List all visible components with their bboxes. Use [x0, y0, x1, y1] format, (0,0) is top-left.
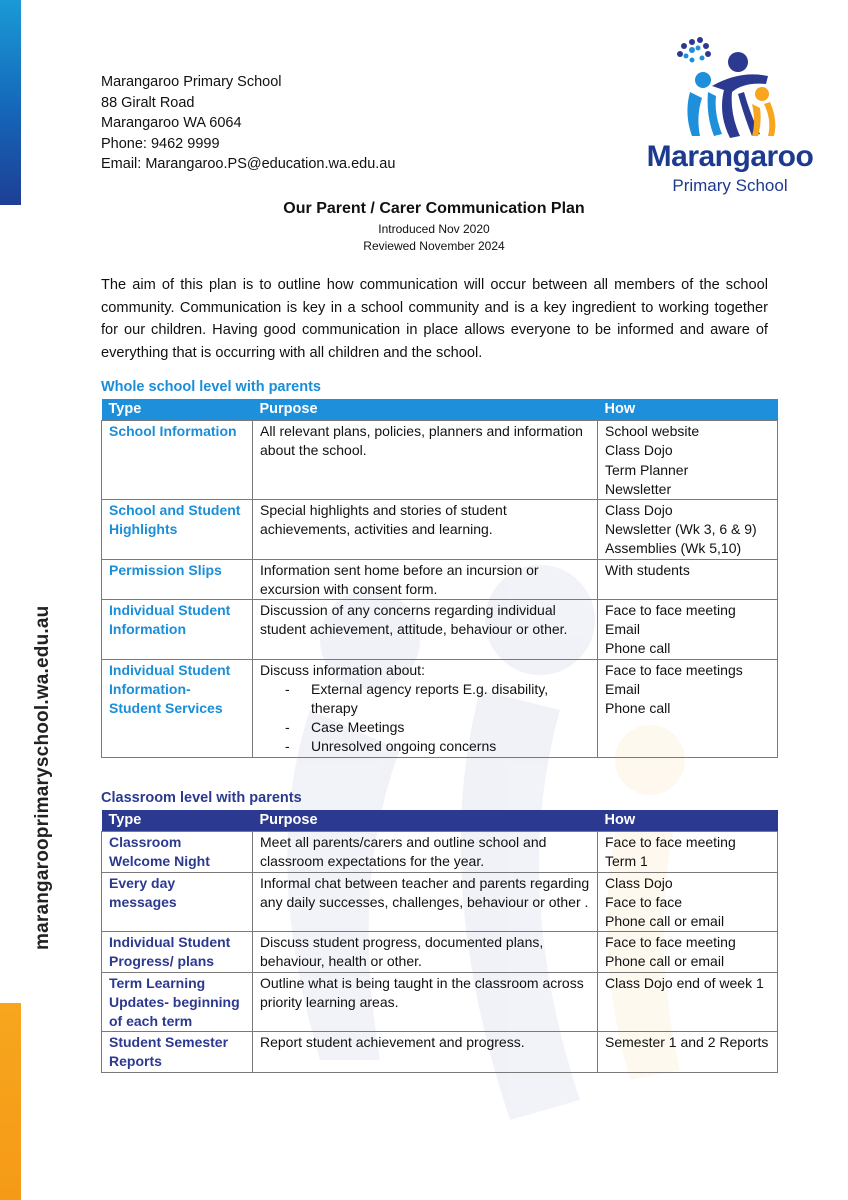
row-purpose-text: All relevant plans, policies, planners and information about the school. — [260, 423, 583, 459]
table-row — [102, 832, 778, 872]
header-how: How — [598, 399, 778, 421]
row-how — [598, 421, 778, 500]
header-type: Type — [102, 399, 253, 421]
how-item: Class Dojo end of week 1 — [605, 974, 764, 991]
logo-figures-icon — [640, 36, 820, 140]
how-item: Semester 1 and 2 Reports — [605, 1034, 769, 1051]
reviewed-date: Reviewed November 2024 — [363, 239, 505, 253]
row-how — [598, 872, 778, 932]
how-item: Face to face meetings — [605, 661, 743, 678]
row-purpose-text: Informal chat between teacher and parents regarding any daily successes, challenges, behaviour or other . — [260, 874, 590, 910]
row-purpose — [253, 872, 598, 932]
how-item: Email — [605, 621, 641, 638]
how-item: Phone call — [605, 640, 671, 657]
how-item: Face to face meeting — [605, 602, 736, 619]
school-email: Email: Marangaroo.PS@education.wa.edu.au — [101, 156, 396, 172]
row-how — [598, 559, 778, 599]
row-how — [598, 1032, 778, 1072]
table-row — [102, 559, 778, 599]
table-header-row — [102, 810, 778, 832]
how-item: Class Dojo — [605, 874, 673, 891]
document-title: Our Parent / Carer Communication Plan — [283, 200, 585, 217]
table-row — [102, 600, 778, 660]
school-address-block — [101, 72, 395, 175]
school-name: Marangaroo Primary School — [101, 74, 282, 90]
how-item: Email — [605, 680, 641, 697]
row-type: Individual Student Progress/ plans — [102, 932, 253, 972]
table-row — [102, 659, 778, 757]
how-item: Term Planner — [605, 461, 689, 478]
how-item: Class Dojo — [605, 442, 673, 459]
row-how — [598, 659, 778, 757]
school-phone: Phone: 9462 9999 — [101, 135, 220, 152]
row-purpose-text: Report student achievement and progress. — [260, 1034, 525, 1051]
row-purpose — [253, 559, 598, 599]
how-item: Assemblies (Wk 5,10) — [605, 540, 742, 557]
school-street: 88 Giralt Road — [101, 94, 195, 111]
row-purpose-text: Outline what is being taught in the classroom across priority learning areas. — [260, 974, 584, 1010]
row-purpose — [253, 421, 598, 500]
side-accent-bar-orange — [0, 1003, 21, 1200]
row-purpose-text: Special highlights and stories of student achievements, activities and learning. — [260, 502, 507, 538]
row-type: Classroom Welcome Night — [102, 832, 253, 872]
row-purpose-text: Discuss information about: — [260, 661, 425, 678]
school-logo — [640, 36, 820, 204]
row-how — [598, 972, 778, 1032]
row-purpose-text: Information sent home before an incursion or excursion with consent form. — [260, 561, 539, 597]
row-purpose — [253, 832, 598, 872]
row-type: School Information — [102, 421, 253, 500]
row-type: Individual Student Information- Student Services — [102, 659, 253, 757]
row-purpose — [253, 500, 598, 560]
row-purpose — [253, 972, 598, 1032]
row-type: School and Student Highlights — [102, 500, 253, 560]
row-how — [598, 832, 778, 872]
row-purpose — [253, 1032, 598, 1072]
school-suburb: Marangaroo WA 6064 — [101, 115, 242, 131]
how-item: Term 1 — [605, 853, 648, 870]
classroom-heading: Classroom level with parents — [101, 790, 302, 806]
purpose-list — [260, 680, 590, 757]
how-item: Phone call or email — [605, 953, 725, 970]
table-row — [102, 1032, 778, 1072]
whole-school-table — [101, 399, 778, 758]
how-item: Face to face meeting — [605, 834, 736, 851]
row-how — [598, 932, 778, 972]
row-purpose — [253, 932, 598, 972]
how-item: Face to face meeting — [605, 934, 736, 951]
purpose-list-item: - Case Meetings — [282, 718, 590, 737]
how-item: Phone call — [605, 700, 671, 717]
row-how — [598, 500, 778, 560]
classroom-table — [101, 810, 778, 1073]
how-item: Newsletter (Wk 3, 6 & 9) — [605, 521, 757, 538]
logo-title: Marangaroo — [646, 140, 814, 173]
table-row — [102, 421, 778, 500]
row-purpose-text: Discuss student progress, documented plans, behaviour, health or other. — [260, 934, 544, 970]
header-purpose: Purpose — [253, 810, 598, 832]
row-how — [598, 600, 778, 660]
purpose-list-item: - Unresolved ongoing concerns — [282, 737, 590, 756]
how-item: Newsletter — [605, 480, 672, 497]
side-website-url: marangarooprimaryschool.wa.edu.au — [32, 605, 53, 950]
row-type: Every day messages — [102, 872, 253, 932]
table-row — [102, 872, 778, 932]
row-purpose — [253, 600, 598, 660]
whole-school-heading: Whole school level with parents — [101, 379, 321, 395]
header-purpose: Purpose — [253, 399, 598, 421]
row-purpose-text: Discussion of any concerns regarding individual student achievement, attitude, behaviour or other. — [260, 602, 568, 638]
side-accent-bar-blue — [0, 0, 21, 205]
how-item: School website — [605, 423, 700, 440]
intro-paragraph: The aim of this plan is to outline how communication will occur between all members of the school community. Communication is key in a school community and is a key ingredient to working together for our children. Having good communication in place allows everyone to be informed and aware of everything that is occurring with all children and the school. — [101, 277, 768, 361]
introduced-date: Introduced Nov 2020 — [378, 222, 490, 236]
table-row — [102, 972, 778, 1032]
row-type: Student Semester Reports — [102, 1032, 253, 1072]
header-type: Type — [102, 810, 253, 832]
row-type: Permission Slips — [102, 559, 253, 599]
table-row — [102, 500, 778, 560]
table-row — [102, 932, 778, 972]
row-type: Individual Student Information — [102, 600, 253, 660]
table-header-row — [102, 399, 778, 421]
purpose-list-item: - External agency reports E.g. disability, therapy — [282, 680, 590, 718]
row-type: Term Learning Updates- beginning of each term — [102, 972, 253, 1032]
how-item: With students — [605, 561, 690, 578]
how-item: Class Dojo — [605, 502, 673, 519]
logo-subtitle: Primary School — [672, 176, 788, 195]
how-item: Phone call or email — [605, 913, 725, 930]
row-purpose — [253, 659, 598, 757]
header-how: How — [598, 810, 778, 832]
row-purpose-text: Meet all parents/carers and outline school and classroom expectations for the year. — [260, 834, 547, 870]
how-item: Face to face — [605, 893, 683, 910]
